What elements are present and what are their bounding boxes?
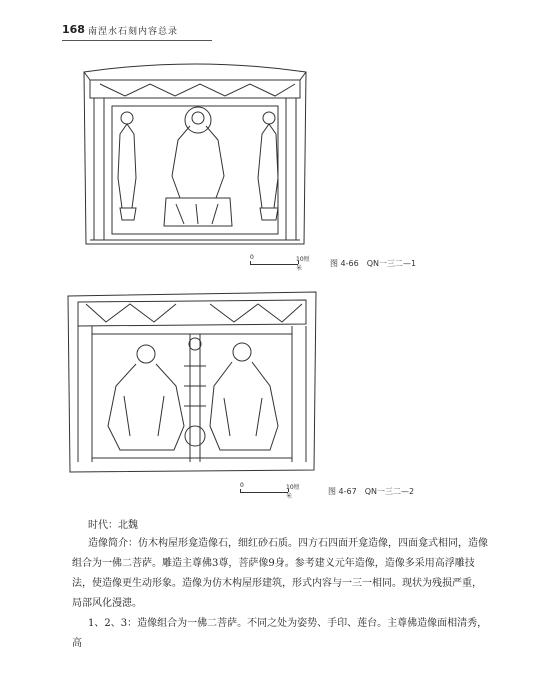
scale-end-2: 10厘米 [286,484,300,500]
page-header [62,22,212,41]
figure-4-67-drawing [64,286,320,476]
page-number: 168 [62,23,85,36]
figure-caption-2: 图 4-67 QN一三二—2 [328,487,415,496]
body-text [72,534,490,654]
scale-start-1: 0 [250,254,254,261]
running-title: 南涅水石刻内容总录 [88,27,179,37]
era-line: 时代：北魏 [88,520,138,531]
scale-bar-2 [240,482,300,500]
figure-caption-1: 图 4-66 QN一三二—1 [330,259,417,268]
figure-4-66-drawing [80,58,310,248]
scale-start-2: 0 [240,482,244,489]
scale-end-1: 10厘米 [296,256,310,272]
paragraph-intro: 造像简介：仿木构屋形龛造像石，细红砂石质。四方石四面开龛造像，四面龛式相同，造像组合为一佛二菩萨。雕造主尊佛3尊，菩萨像9身。参考建义元年造像，造像多采用高浮雕技法，使造像更生动形象。造像为仿木构屋形建筑，形式内容与一三一相同。现状为残损严重，局部风化漫漶。 [72,538,488,609]
paragraph-items: 1、2、3：造像组合为一佛二菩萨。不同之处为姿势、手印、莲台。主尊佛造像面相清秀，高 [72,618,488,649]
scale-bar-1 [250,254,310,272]
